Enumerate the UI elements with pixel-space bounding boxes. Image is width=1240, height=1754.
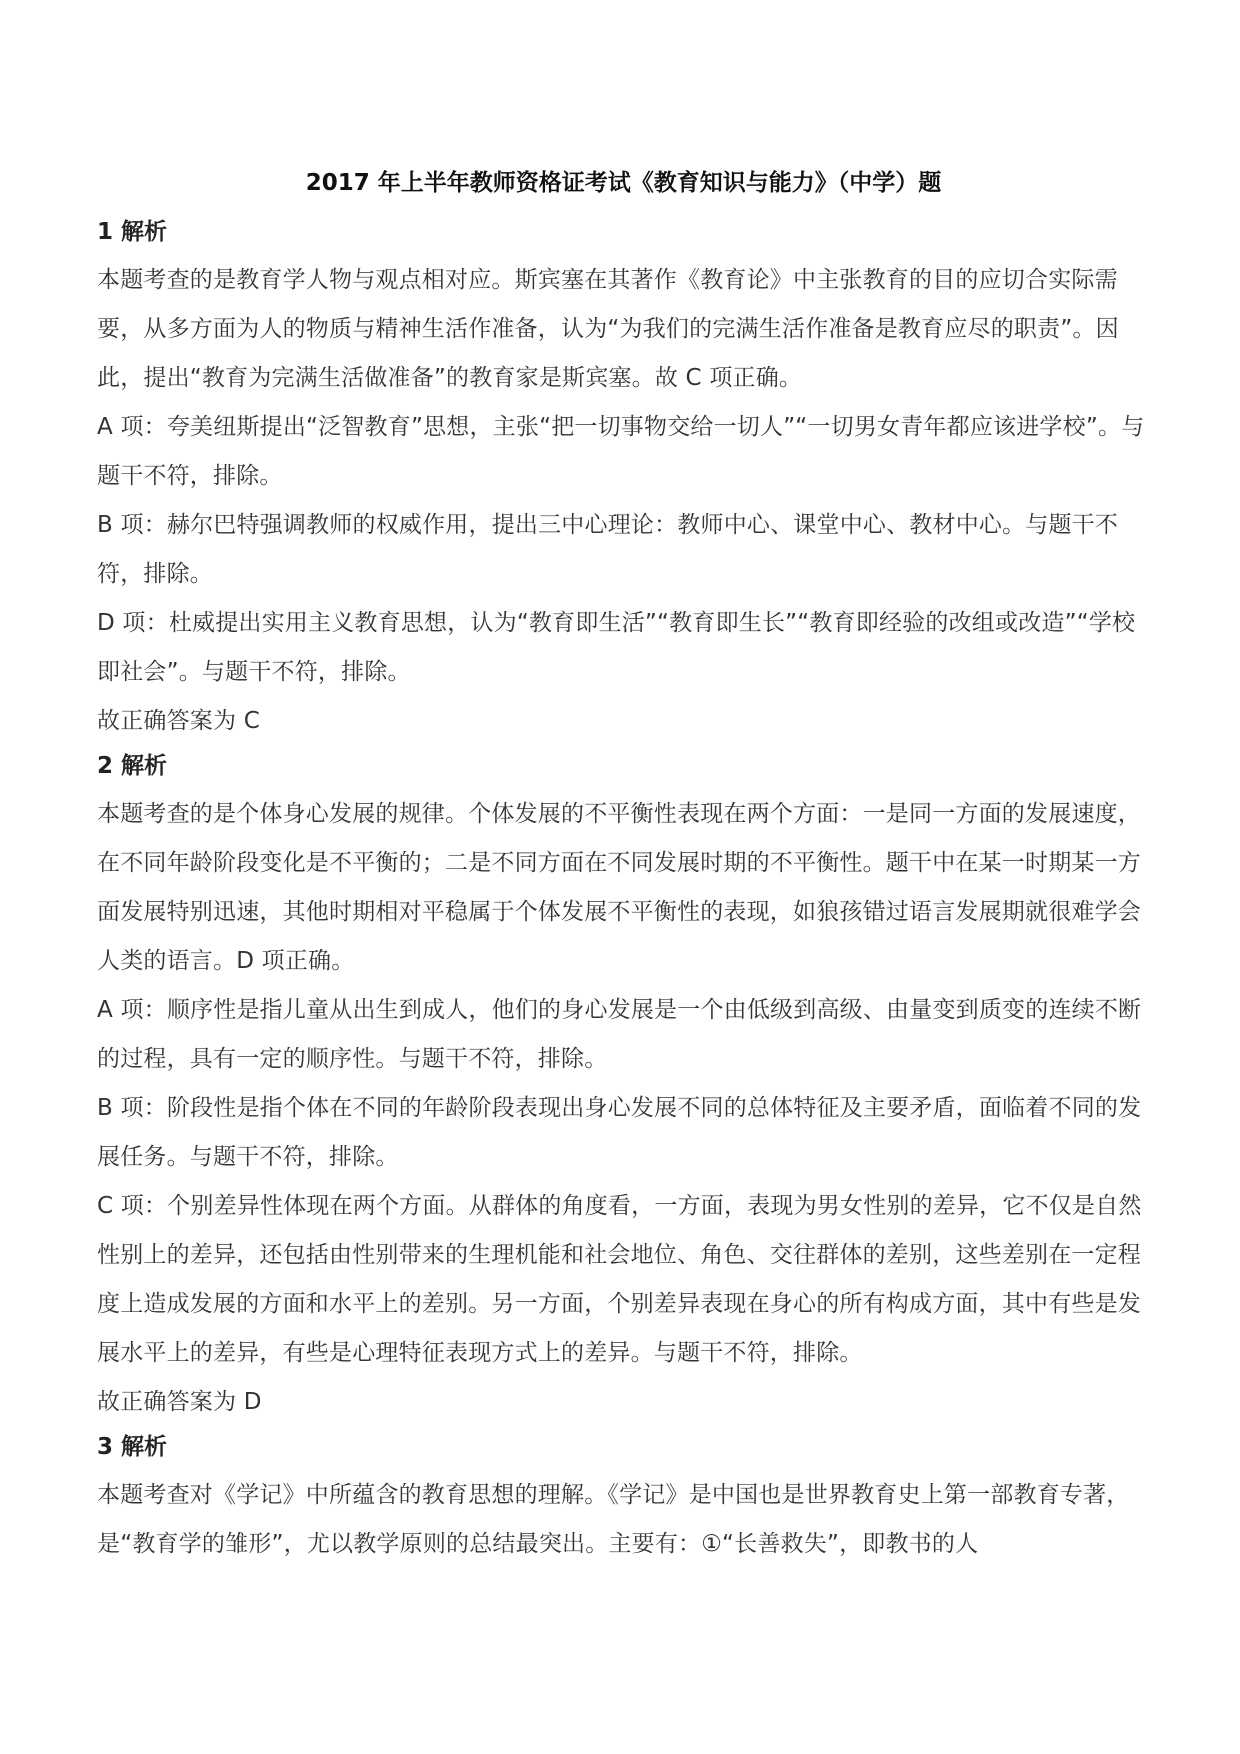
explanation-paragraph: 本题考查的是教育学人物与观点相对应。斯宾塞在其著作《教育论》中主张教育的目的应切合实际需要，从多方面为人的物质与精神生活作准备，认为“为我们的完满生活作准备是教育应尽的职责”。因此，提出“教育为完满生活做准备”的教育家是斯宾塞。故 C 项正确。 [97,267,1119,391]
option-b-paragraph: B 项：赫尔巴特强调教师的权威作用，提出三中心理论：教师中心、课堂中心、教材中心。与题干不符，排除。 [97,512,1119,587]
section-heading: 1 解析 [97,219,168,245]
document-title: 2017 年上半年教师资格证考试《教育知识与能力》（中学）题 [305,170,942,196]
answer-paragraph: 故正确答案为 C [97,708,260,734]
explanation-paragraph: 本题考查的是个体身心发展的规律。个体发展的不平衡性表现在两个方面：一是同一方面的发展速度，在不同年龄阶段变化是不平衡的；二是不同方面在不同发展时期的不平衡性。题干中在某一时期某一方面发展特别迅速，其他时期相对平稳属于个体发展不平衡性的表现，如狼孩错过语言发展期就很难学会人类的语言。D 项正确。 [97,801,1141,974]
explanation-paragraph: 本题考查对《学记》中所蕴含的教育思想的理解。《学记》是中国也是世界教育史上第一部教育专著，是“教育学的雏形”，尤以教学原则的总结最突出。主要有：①“长善救失”，即教书的人 [97,1482,1130,1557]
answer-section-2 [97,746,1150,1427]
section-heading: 3 解析 [97,1434,168,1460]
option-c-paragraph: C 项：个别差异性体现在两个方面。从群体的角度看，一方面，表现为男女性别的差异，它不仅是自然性别上的差异，还包括由性别带来的生理机能和社会地位、角色、交往群体的差别，这些差别在一定程度上造成发展的方面和水平上的差别。另一方面，个别差异表现在身心的所有构成方面，其中有些是发展水平上的差异，有些是心理特征表现方式上的差异。与题干不符，排除。 [97,1193,1142,1366]
option-b-paragraph: B 项：阶段性是指个体在不同的年龄阶段表现出身心发展不同的总体特征及主要矛盾，面临着不同的发展任务。与题干不符，排除。 [97,1095,1142,1170]
section-heading: 2 解析 [97,753,168,779]
answer-section-1 [97,212,1150,746]
answer-paragraph: 故正确答案为 D [97,1389,262,1415]
option-d-paragraph: D 项：杜威提出实用主义教育思想，认为“教育即生活”“教育即生长”“教育即经验的改组或改造”“学校即社会”。与题干不符，排除。 [97,610,1136,685]
option-a-paragraph: A 项：夸美纽斯提出“泛智教育”思想，主张“把一切事物交给一切人”“一切男女青年都应该进学校”。与题干不符，排除。 [97,414,1145,489]
answer-section-3 [97,1427,1150,1569]
option-a-paragraph: A 项：顺序性是指儿童从出生到成人，他们的身心发展是一个由低级到高级、由量变到质变的连续不断的过程，具有一定的顺序性。与题干不符，排除。 [97,997,1142,1072]
